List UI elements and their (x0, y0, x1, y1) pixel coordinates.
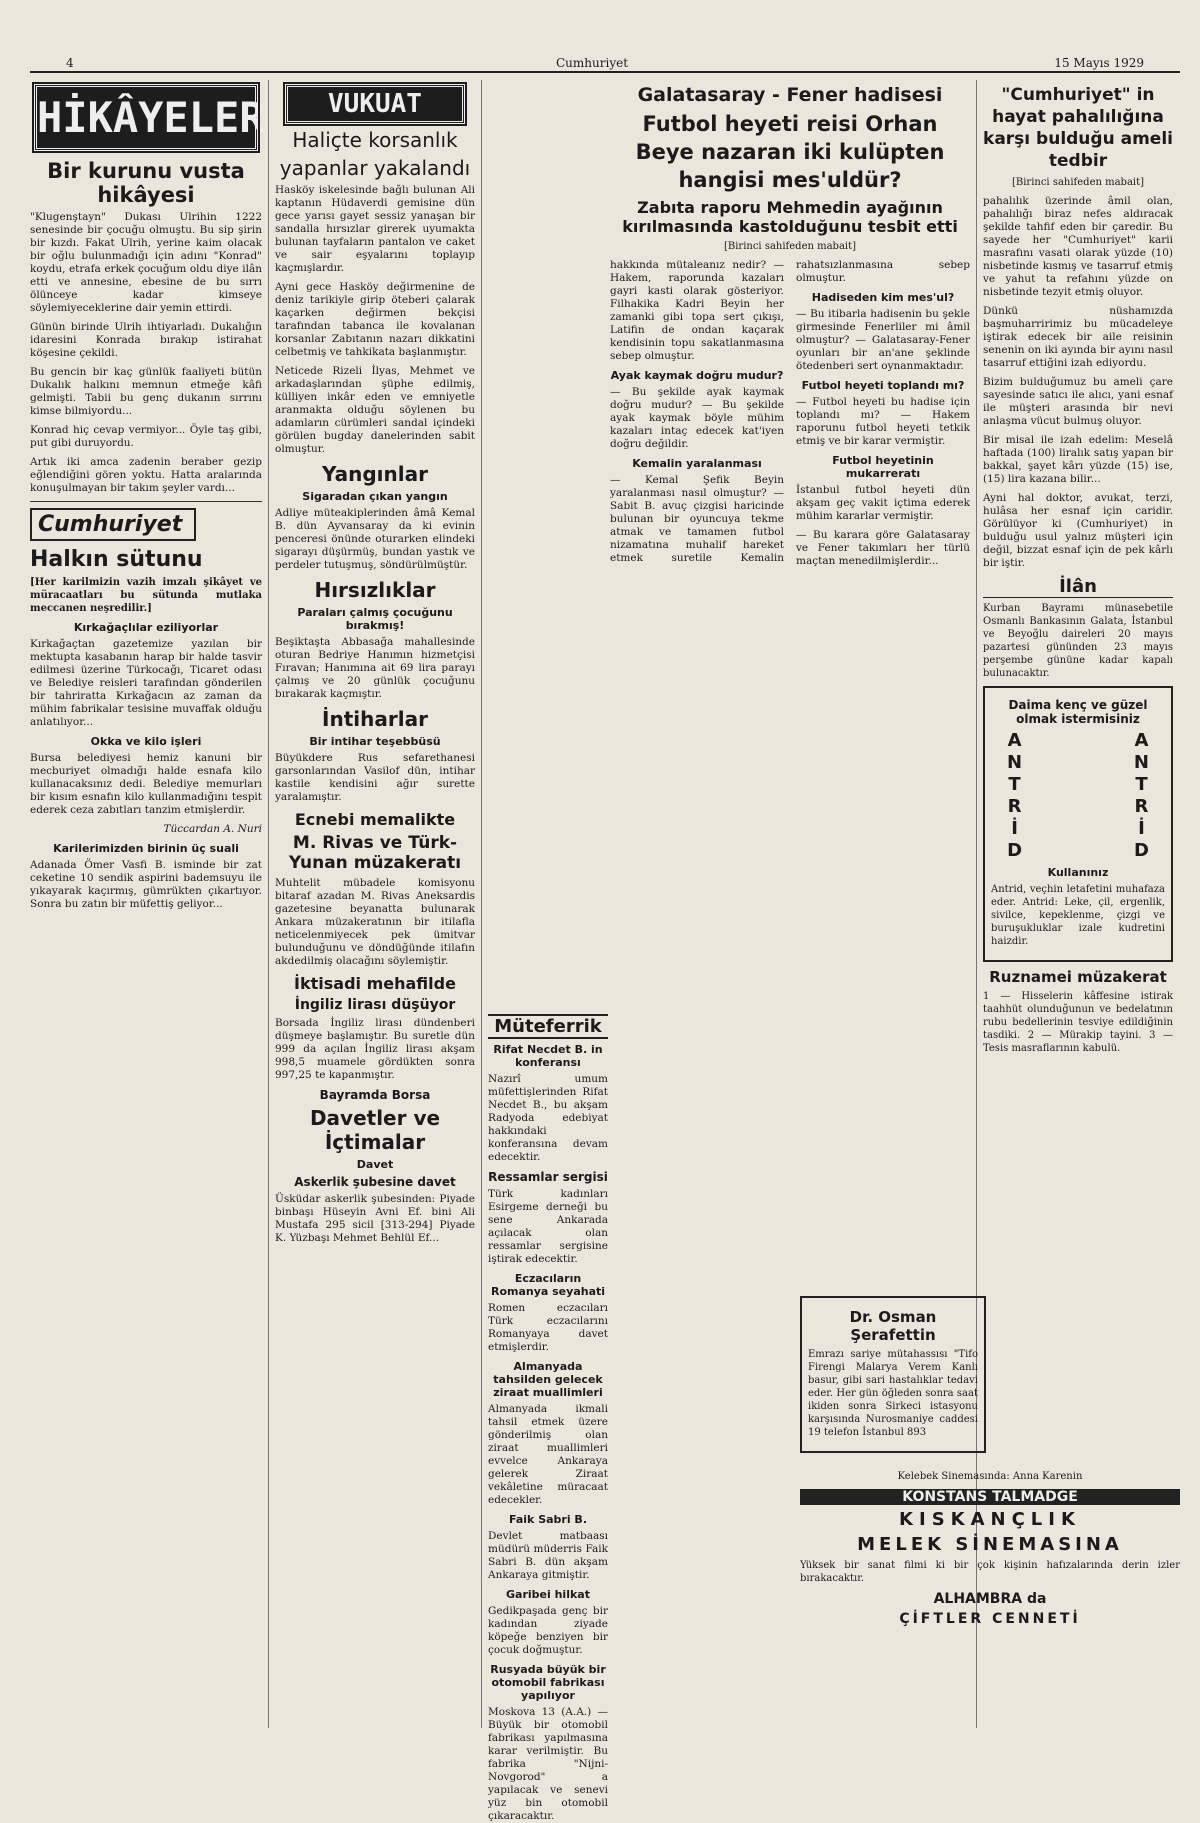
kelebek-ad: Kelebek Sinemasında: Anna Karenin (897, 1471, 1083, 1482)
article-paragraph: Hasköy iskelesinde bağlı bulunan Ali kaptanın Hüdaverdi gemisine dün gece yarısı gayet sessiz yanaşan bir sandalla hırsızlar girerek uyumakta bulunan tayfaların pantalon ve caket ve sair eşyalarını toplayıp kaçmışlardır. (275, 184, 475, 274)
cinema-adverts (800, 1470, 1180, 1631)
section-heading-iktisadi: İktisadi mehafilde (294, 974, 456, 993)
article-paragraph: Büyükdere Rus sefarethanesi garsonlarından Vasilof dün, intihar kastile kendisini ağır surette yaralamıştır. (275, 752, 475, 803)
subheading: Bir intihar teşebbüsü (309, 735, 441, 748)
article-paragraph: — Bu şekilde ayak kaymak doğru mudur? — Bu şekilde ayak kaymak böyle mühim kazaları intaç edecek kat'iyen doğru değildir. (610, 386, 784, 450)
article-paragraph: pahalılık üzerinde âmil olan, pahalılığı biraz nefes aldıracak şekilde tahfif eden bir çaredir. Bu sayede her "Cumhuriyet" karii masrafını vasati olarak yüzde (10) nisbetinde kısmış ve tasarruf etmiş ve yahut ta refahını yüzde on nisbetinde tezyit etmiş oluyor. (983, 195, 1173, 298)
article-paragraph: hakkında mütaleanız nedir? — Hakem, raporunda kazaları gayri kasti olarak gösteriyor. Filhakika Kadri Beyin her zamanki gibi topa sert çıkışı, Latifin de ondan kaçarak kendisinin topu sakatlanmasına sebep olmuştur. (610, 259, 784, 362)
doctor-advert (800, 1296, 986, 1453)
headline: yapanlar yakalandı (279, 156, 471, 180)
kiskanclik-ad: KISKANÇLIK (899, 1509, 1081, 1530)
article-paragraph: Muhtelit mübadele komisyonu bitaraf azadan M. Rivas Aneksardis gazetesine beyanatta bulunarak Ankara müzakeratının bir itilafla neticelenmiyecek pek ümitvar bulunduğunu ve döndüğünde itilafın akdedilmiş olacağını söylemiştir. (275, 877, 475, 967)
antrid-letter: A (1007, 730, 1022, 751)
cumhuriyet-logo-box: Cumhuriyet (30, 508, 196, 541)
subheading: Almanyada tahsilden gelecek ziraat muallimleri (493, 1360, 603, 1399)
subheading: Rifat Necdet B. in konferansı (493, 1043, 603, 1069)
article-paragraph: Nazırî umum müfettişlerinden Rifat Necdet B., bu akşam Radyoda edebiyat hakkındaki konferansına devam edecektir. (488, 1073, 608, 1163)
article-paragraph: Adanada Ömer Vasfi B. isminde bir zat ceketine 10 sendik aspirini bademsuyu ile yıkayarak kaçırmış, gümrükten çıkartıyor. Sonra bu zatın bir müfettiş geliyor... (30, 859, 262, 910)
column-muteferrik (488, 1010, 608, 1822)
article-paragraph: Beşiktaşta Abbasağa mahallesinde oturan Bedriye Hanımın hizmetçisi Fıravan; Hanımına ait 69 lira parayı çalmış ve 20 günlük çocuğunu bırakarak kaçmıştır. (275, 636, 475, 700)
antrid-letter: R (1007, 796, 1022, 817)
antrid-letter: A (1134, 730, 1149, 751)
article-paragraph: İstanbul futbol heyeti dün akşam geç vakit içtima ederek mühim kararlar vermiştir. (796, 484, 970, 522)
article-paragraph: Bir misal ile izah edelim: Meselâ haftada (100) liralık satış yapan bir bakkal, şayet kârı yüzde (15) ise, (15) lira kazana bilir... (983, 434, 1173, 485)
newspaper-name: Cumhuriyet (550, 56, 634, 70)
subheading: Ayak kaymak doğru mudur? (610, 369, 784, 382)
subheading: Hadiseden kim mes'ul? (811, 291, 955, 304)
article-paragraph: Bizim bulduğumuz bu ameli çare sayesinde satıcı ile alıcı, yani esnaf ile müşteri arasında bir nevi anlaşma vücut bulmuş oluyor. (983, 376, 1173, 427)
subheading: Paraları çalmış çocuğunu bırakmış! (297, 606, 453, 632)
antrid-letter: N (1007, 752, 1023, 773)
subheading: Bayramda Borsa (319, 1088, 431, 1102)
ilan-text: Kurban Bayramı münasebetile Osmanlı Bankasının Galata, İstanbul ve Beyoğlu daireleri 20 mayıs pazartesi gününden 23 mayıs perşembe gününe kadar kapalı bulunacaktır. (983, 603, 1173, 679)
continuation-note: [Birinci sahifeden mabait] (1011, 177, 1145, 188)
subheading: Kemalin yaralanması (632, 457, 762, 470)
antrid-left (1007, 730, 1022, 862)
headline: M. Rivas ve Türk-Yunan müzakeratı (288, 833, 462, 873)
column-vukuat (275, 80, 475, 1728)
advert-subtitle: Kullanınız (1047, 866, 1109, 879)
ciftler-ad: ÇİFTLER CENNETİ (899, 1611, 1081, 1627)
antrid-letter: R (1134, 796, 1149, 817)
story-paragraph: Bu gencin bir kaç günlük faaliyeti bütün Dukalık halkını memnun etmeğe kâfi gelmişti. Tabii bu genç dukanın sırrını kimse bilmiyordu... (30, 366, 262, 417)
article-paragraph: — Kemal Şefik Beyin yaralanması nasıl olmuştur? — Sabit B. avuç çizgisi haricinde bulunan bir oyuncuya tekme atmak ve tamamen futbol nizamatına muhalif hareket etmek suretile Kemalin rahatsızlanmasına sebep olmuştur. (610, 259, 970, 564)
section-heading-intiharlar: İntiharlar (322, 707, 428, 731)
section-heading-ruzname: Ruznamei müzakerat (989, 968, 1167, 986)
article-paragraph: Gedikpaşada genç bir kadından ziyade köpeğe benziyen bir çocuk doğmuştur. (488, 1605, 608, 1656)
article-paragraph: Ayni gece Hasköy değirmenine de deniz tarikiyle girip öteberi çalarak kaçarken değirmen bekçisi tarafından tabanca ile kovalanan korsanlar Zabıtanın nazarı dikkatini celbetmiş ve tahkikata başlanmıştır. (275, 281, 475, 358)
column-divider (481, 80, 482, 1728)
article-paragraph: Bursa belediyesi hemiz kanuni bir mecburiyet olmadığı halde esnafa kilo kullanacaksınız dedi. Belediye memurları bir kısım esnafın kilo kullanmadığını tespit ederek ceza zabıtları tanzim etmişlerdir. (30, 752, 262, 816)
article-paragraph: Ayni hal doktor, avukat, terzi, hulâsa her esnaf için caridir. Görülüyor ki (Cumhuriyet) in bulduğu usul yalnız müşteri için değil, bizzat esnaf için de pek kârlı bir iştir. (983, 492, 1173, 569)
story-paragraph: Günün birinde Ulrih ihtiyarladı. Dukalığın idaresini Konrada bırakıp istirahat köşesine çekildi. (30, 321, 262, 359)
subheading: Futbol heyeti toplandı mı? (801, 379, 965, 392)
headline: "Cumhuriyet" in hayat pahalılığına karşı bulduğu ameli tedbir (983, 85, 1173, 171)
subheading: Ressamlar sergisi (488, 1170, 608, 1184)
melek-ad: MELEK SİNEMASINA (857, 1534, 1123, 1555)
antrid-letter: D (1007, 840, 1023, 861)
subheading: Askerlik şubesine davet (294, 1175, 456, 1189)
advert-text: Antrid, veçhin letafetini muhafaza eder. Antrid: Leke, çil, ergenlik, sivilce, kepeklenme, çizgi ve buruşukluklar izale kudretini haizdir. (991, 884, 1165, 947)
story-paragraph: "Klugenştayn" Dukası Ulrihin 1222 senesinde bir çocuğu olmuştu. Bu sip şirin bir kızdı. Fakat Ulrih, yerine kaim olacak bir oğlu bulunmadığı için adını "Konrad" koydu, etrafa erkek çocuğum oldu diye ilân etti ve annesine, ebesine de bu sırrı ölünceye kadar kimseye söylemiyeceklerine dair yemin ettirdi. (30, 211, 262, 314)
headline: Zabıta raporu Mehmedin ayağının kırılmasında kastolduğunu tesbit etti (622, 198, 958, 236)
konstans-ad: KONSTANS TALMADGE (800, 1489, 1180, 1505)
antrid-letter: D (1133, 840, 1149, 861)
section-heading-ecnebi: Ecnebi memalikte (294, 810, 456, 829)
headline: Galatasaray - Fener hadisesi (637, 84, 943, 106)
article-paragraph: Borsada İngiliz lirası dündenberi düşmeye başlamıştır. Bu suretle dün 999 da açılan İngiliz lirası akşam 998,5 muamele gördükten sonra 997,25 te kapanmıştır. (275, 1017, 475, 1081)
article-paragraph: Kırkağaçtan gazetemize yazılan bir mektupta kasabanın harap bir halde tasvir edilmesi üzerine Türkocağı, Ticaret odası ve Belediye reisleri tarafından gönderilen bir tahriratta Kırkağacın az zaman da mühim fabrikalar tesisine muvaffak olduğu anlatılıyor... (30, 638, 262, 728)
article-paragraph: Neticede Rizeli İlyas, Mehmet ve arkadaşlarından şüphe edilmiş, külliyen inkâr eden ve emniyetle aranmakta olduğu söylenen bu adamların cürümleri sandal içindeki görülen bugday danelerinden sabit olmuştur. (275, 365, 475, 455)
story-paragraph: Konrad hiç cevap vermiyor... Öyle taş gibi, put gibi duruyordu. (30, 424, 262, 449)
subheading: Futbol heyetinin mukarreratı (832, 454, 934, 480)
subheading: Davet (356, 1158, 394, 1171)
section-banner-vukuat: VUKUAT (285, 84, 465, 124)
subheading: Kırkağaçlılar eziliyorlar (73, 621, 219, 634)
article-paragraph: Devlet matbaası müdürü müderris Faik Sabri B. dün akşam Ankaraya gitmiştir. (488, 1530, 608, 1581)
article-paragraph: Üsküdar askerlik şubesinden: Piyade binbaşı Hüseyin Avni Ef. bini Ali Mustafa 295 sicil [313-294] Piyade K. Yüzbaşı Mehmet Behlül Ef... (275, 1193, 475, 1244)
subheading: Faik Sabri B. (508, 1513, 587, 1526)
subheading: Eczacıların Romanya seyahati (490, 1272, 606, 1298)
column-title-halkin-sutunu: Halkın sütunu (30, 547, 203, 572)
article-paragraph: — Bu itibarla hadisenin bu şekle girmesinde Fenerliler mi âmil olmuştur? — Galatasaray-Fener oyunları bir an'ane şeklinde ötedenberi sert oynanmaktadır. (796, 308, 970, 372)
antrid-letter: T (1135, 774, 1148, 795)
antrid-letter: İ (1011, 818, 1018, 839)
section-heading-muteferrik: Müteferrik (488, 1014, 608, 1039)
article-paragraph: Dünkü nüshamızda başmuharririmiz bu mücadeleye iştirak edecek bir aile reisinin senenin on iki ayında bir ayını nasıl tasarruf ettiğini izah ediyordu. (983, 305, 1173, 369)
advert-title: Daima kenç ve güzel olmak istermisiniz (1008, 698, 1148, 726)
subheading: Rusyada büyük bir otomobil fabrikası yapılıyor (490, 1663, 606, 1702)
story-paragraph: Artık iki amca zadenin beraber gezip eğlendiğini gören yoktu. Hatta aralarında konuşulmayan bir takım şeyler vardı... (30, 456, 262, 494)
article-paragraph: Adliye müteakiplerinden âmâ Kemal B. dün Ayvansaray da ki evinin penceresi önünde oturarken elindeki sigarayı düşürmüş, bundan yastık ve perdeler tutuşmuş, söndürülmüştür. (275, 507, 475, 571)
headline: Futbol heyeti reisi Orhan Beye nazaran iki kulüpten hangisi mes'uldür? (635, 112, 945, 192)
antrid-letter: İ (1138, 818, 1145, 839)
headline: İngiliz lirası düşüyor (294, 997, 456, 1013)
subheading: Sigaradan çıkan yangın (302, 490, 448, 503)
article-paragraph: Türk kadınları Esirgeme derneği bu sene Ankarada açılacak olan ressamlar sergisine iştirak edecektir. (488, 1188, 608, 1265)
article-paragraph: Moskova 13 (A.A.) — Büyük bir otomobil fabrikası yapılmasına karar verilmiştir. Bu fabrika "Nijni-Novgorod" a yapılacak ve senevi yüz bin otomobil çıkaracaktır. (488, 1706, 608, 1822)
ruzname-text: 1 — Hisselerin kâffesine istirak taahhüt olunduğunun ve bedelatının rubu bedellerinin tesviye edildiğinin tasdiki. 2 — Mürakip tayini. 3 — Tesis masraflarının kabulü. (983, 991, 1173, 1054)
subheading: Okka ve kilo işleri (90, 735, 202, 748)
column-notice: [Her karilmizin vazih imzalı şikâyet ve müracaatları bu sütunda mutlaka meccanen neşredilir.] (30, 577, 262, 614)
article-paragraph: Romen eczacıları Türk eczacılarını Romanyaya davet etmişlerdir. (488, 1302, 608, 1353)
antrid-letter: N (1133, 752, 1149, 773)
article-paragraph: — Futbol heyeti bu hadise için toplandı mı? — Hakem raporunu futbol heyeti tetkik etmiş ve bir karar vermiştir. (796, 396, 970, 447)
story-title: Bir kurunu vusta hikâyesi (47, 159, 245, 207)
doctor-text: Emrazı sariye mütahassısı "Tifo Firengi Malarya Verem Kanlı basur, gibi sari hastalıklar tedavi eder. Her gün öğleden sonra saat ikiden sonra Sirkeci istasyonu karşısında Nurosmaniye caddesi 19 telefon İstanbul 893 (808, 1349, 978, 1438)
subheading: Garibei hilkat (506, 1588, 590, 1601)
section-heading-hirsizliklar: Hırsızlıklar (314, 578, 436, 602)
page-header (30, 58, 1180, 72)
column-hikayeler (30, 80, 265, 1728)
section-heading-davetler: Davetler ve İçtimalar (309, 1106, 441, 1154)
section-heading-ilan: İlân (983, 576, 1173, 598)
issue-date: 15 Mayıs 1929 (1048, 56, 1150, 70)
subheading: Karilerimizden birinin üç suali (53, 842, 239, 855)
melek-text: Yüksek bir sanat filmi ki bir çok kişinin hafızalarında derin izler bırakacaktır. (800, 1560, 1180, 1584)
alhambra-ad: ALHAMBRA da (933, 1591, 1047, 1607)
continuation-note: [Birinci sahifeden mabait] (723, 241, 857, 252)
doctor-name: Dr. Osman Şerafettin (849, 1308, 937, 1344)
page-number: 4 (60, 56, 80, 70)
section-heading-yanginlar: Yangınlar (321, 462, 428, 486)
signature: Tüccardan A. Nuri (163, 823, 262, 835)
headline: Haliçte korsanlık (292, 128, 458, 152)
antrid-vertical-letters (991, 730, 1165, 862)
article-paragraph: — Bu karara göre Galatasaray ve Fener takımları her türlü maçtan menedilmişlerdir... (796, 529, 970, 567)
article-paragraph: Almanyada ikmali tahsil etmek üzere gönderilmiş olan ziraat muallimleri evvelce Ankaraya gelerek Ziraat vekâletine müracaat edecekler. (488, 1403, 608, 1506)
column-divider (268, 80, 269, 1728)
antrid-letter: T (1008, 774, 1021, 795)
antrid-advert (983, 686, 1173, 962)
section-banner-hikayeler: HİKÂYELER (34, 84, 258, 151)
antrid-right (1134, 730, 1149, 862)
